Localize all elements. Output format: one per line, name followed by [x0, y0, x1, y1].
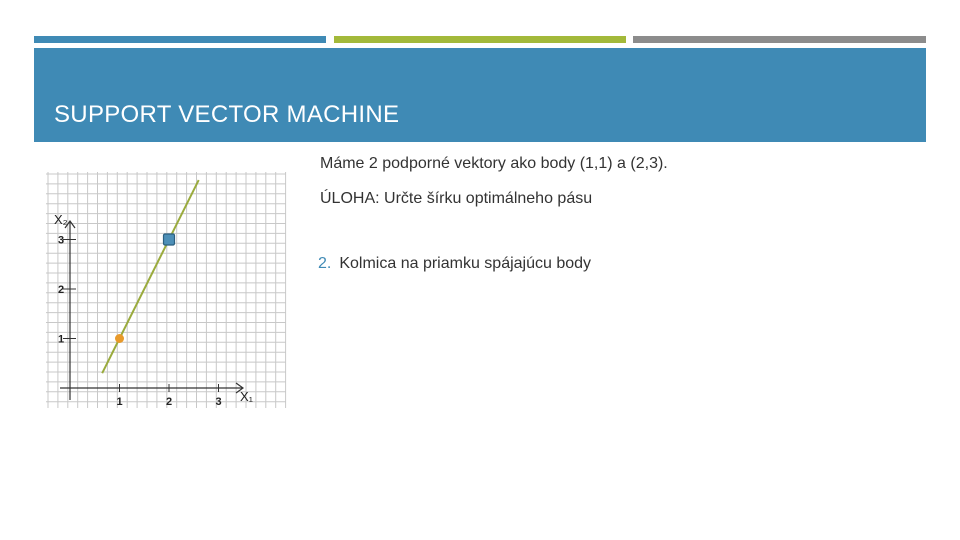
x-tick-label: 1: [116, 396, 123, 408]
svm-diagram: [46, 172, 290, 412]
accent-bar-gray: [633, 36, 926, 43]
accent-bar-green: [334, 36, 626, 43]
connecting-line: [102, 180, 199, 373]
accent-bar-blue: [34, 36, 326, 43]
title-band: [34, 48, 926, 142]
y-tick-label: 2: [58, 284, 65, 296]
y-tick-label: 3: [58, 234, 65, 247]
grid: [46, 172, 286, 408]
list-item-text: Kolmica na priamku spájajúcu body: [339, 255, 592, 272]
diagram-marks: [102, 180, 199, 373]
list-item-number: 2.: [318, 255, 332, 272]
task-text: ÚLOHA: Určte šírku optimálneho pásu: [320, 190, 593, 207]
support-vectors-text: Máme 2 podporné vektory ako body (1,1) a (2,3).: [320, 155, 668, 172]
x-tick-label: 2: [166, 396, 173, 408]
slide-title: SUPPORT VECTOR MACHINE: [54, 101, 400, 128]
x-tick-label: 3: [215, 396, 222, 408]
list-item: [318, 255, 591, 273]
support-vector-point: [115, 334, 124, 343]
y-tick-label: 1: [58, 333, 65, 346]
x-axis-label: X₁: [240, 389, 254, 404]
axes: [54, 212, 254, 404]
y-axis-label: X₂: [54, 212, 68, 227]
support-vector-point: [164, 234, 175, 245]
